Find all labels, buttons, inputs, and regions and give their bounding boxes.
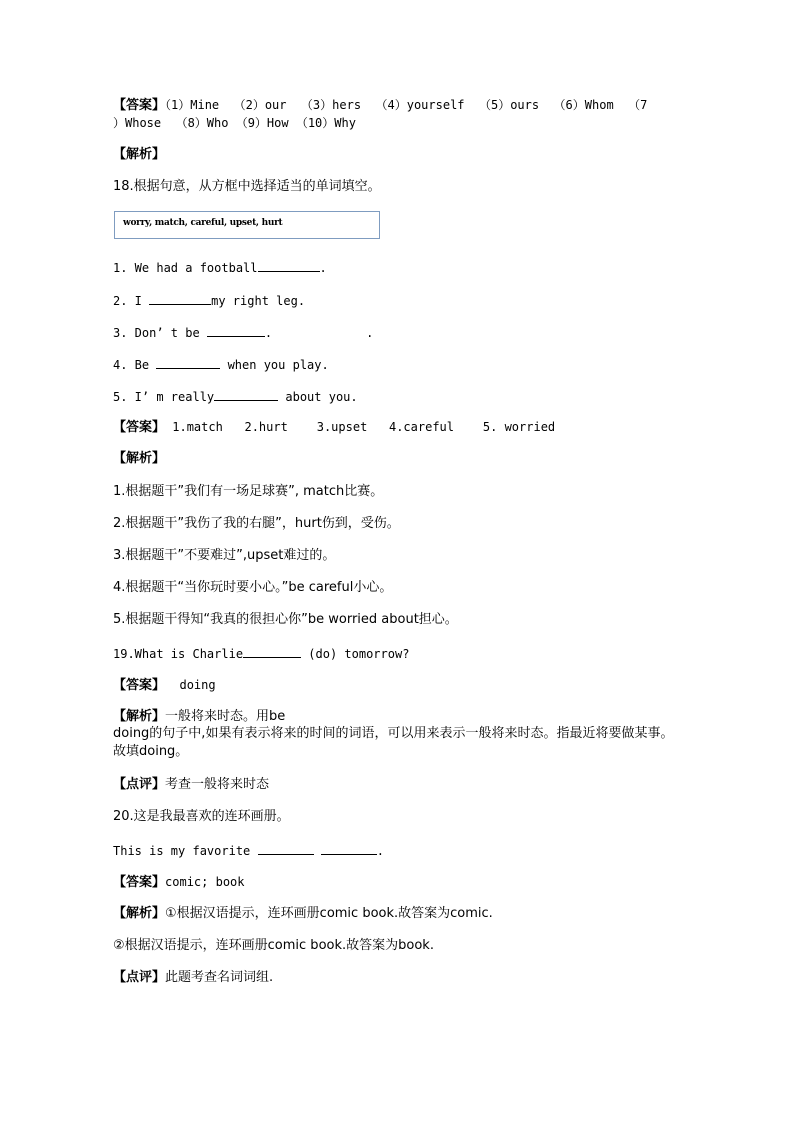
- comment-label: 【点评】: [113, 970, 166, 985]
- q18-item-3-post: . .: [264, 326, 374, 340]
- q18-item-1-pre: 1. We had a football: [113, 261, 258, 275]
- q20-answer-text: comic; book: [165, 875, 245, 889]
- answer-label: 【答案】: [113, 420, 166, 435]
- q18-item-1-blank[interactable]: [258, 259, 320, 272]
- q18-explanation-5: 5.根据题干得知“我真的很担心你”be worried about担心。: [113, 612, 458, 627]
- q17-answer-line1: [113, 96, 647, 115]
- answer-label: 【答案】: [113, 678, 166, 693]
- q17-answer-text1: （1）Mine （2）our （3）hers （4）yourself （5）ours （6）Whom （7: [165, 98, 648, 112]
- q18-answer: [113, 418, 555, 437]
- q20-analysis-1-text: ①根据汉语提示，连环画册comic book.故答案为comic.: [165, 906, 493, 921]
- q20-sentence: [113, 842, 384, 860]
- q19-analysis-line2: doing的句子中,如果有表示将来的时间的词语，可以用来表示一般将来时态。指最近将要做某事。故填doing。: [113, 726, 674, 759]
- q18-item-1: [113, 259, 327, 277]
- q17-analysis-label: 【解析】: [113, 147, 166, 162]
- q18-item-3-blank[interactable]: [207, 324, 265, 337]
- q18-item-2: [113, 292, 305, 310]
- q18-item-2-blank[interactable]: [149, 292, 211, 305]
- q18-item-4-blank[interactable]: [156, 356, 220, 369]
- q18-explanation-4: 4.根据题干“当你玩时要小心。”be careful小心。: [113, 580, 393, 595]
- comment-label: 【点评】: [113, 777, 166, 792]
- q19-question-pre: 19.What is Charlie: [113, 647, 244, 661]
- q20-comment-text: 此题考查名词词组.: [165, 970, 274, 985]
- q18-item-5-blank[interactable]: [214, 388, 278, 401]
- q20-comment: [113, 969, 273, 987]
- q20-sentence-text: This is my favorite: [113, 844, 258, 858]
- q18-explanation-3: 3.根据题干”不要难过”,upset难过的。: [113, 548, 336, 563]
- q18-item-4-pre: 4. Be: [113, 358, 157, 372]
- q18-explanation-1: 1.根据题干”我们有一场足球赛”, match比赛。: [113, 484, 384, 499]
- q20-blank-2[interactable]: [321, 842, 377, 855]
- q19-analysis: [113, 708, 285, 726]
- q17-answer-line2: ）Whose （8）Who （9）How （10）Why: [113, 116, 356, 130]
- q20-analysis-2: ②根据汉语提示，连环画册comic book.故答案为book.: [113, 938, 434, 953]
- q18-item-2-post: my right leg.: [211, 294, 306, 308]
- q18-item-3-pre: 3. Don’ t be: [113, 326, 207, 340]
- q19-analysis-line1: 一般将来时态。用be: [165, 709, 286, 724]
- q18-item-5-pre: 5. I’ m really: [113, 390, 215, 404]
- q19-question: [113, 645, 409, 663]
- q20-blank-1[interactable]: [258, 842, 314, 855]
- q20-analysis-1: [113, 905, 493, 923]
- q18-answer-text: 1.match 2.hurt 3.upset 4.careful 5. worried: [165, 420, 556, 434]
- q20-answer: [113, 873, 245, 892]
- q19-question-post: (do) tomorrow?: [301, 647, 410, 661]
- q18-explanation-2: 2.根据题干”我伤了我的右腿”，hurt伤到，受伤。: [113, 516, 400, 531]
- q18-item-2-pre: 2. I: [113, 294, 150, 308]
- analysis-label: 【解析】: [113, 709, 166, 724]
- q20-sentence-end: .: [376, 844, 384, 858]
- q18-item-3: [113, 324, 373, 342]
- q19-answer: [113, 676, 216, 695]
- q20-title: 20.这是我最喜欢的连环画册。: [113, 809, 290, 824]
- answer-label: 【答案】: [113, 98, 166, 113]
- q18-title: 18.根据句意，从方框中选择适当的单词填空。: [113, 179, 381, 194]
- answer-label: 【答案】: [113, 875, 166, 890]
- q19-blank[interactable]: [243, 645, 301, 658]
- q18-item-5-post: about you.: [278, 390, 358, 404]
- q19-comment-text: 考查一般将来时态: [165, 777, 270, 792]
- word-box: [114, 211, 380, 239]
- q19-answer-text: doing: [165, 678, 216, 692]
- q18-analysis-label: 【解析】: [113, 451, 166, 466]
- q19-comment: [113, 776, 269, 794]
- q18-item-4-post: when you play.: [220, 358, 329, 372]
- word-box-text: worry, match, careful, upset, hurt: [123, 218, 283, 228]
- q18-item-5: [113, 388, 358, 406]
- q18-item-1-post: .: [319, 261, 327, 275]
- q18-item-4: [113, 356, 329, 374]
- analysis-label: 【解析】: [113, 906, 166, 921]
